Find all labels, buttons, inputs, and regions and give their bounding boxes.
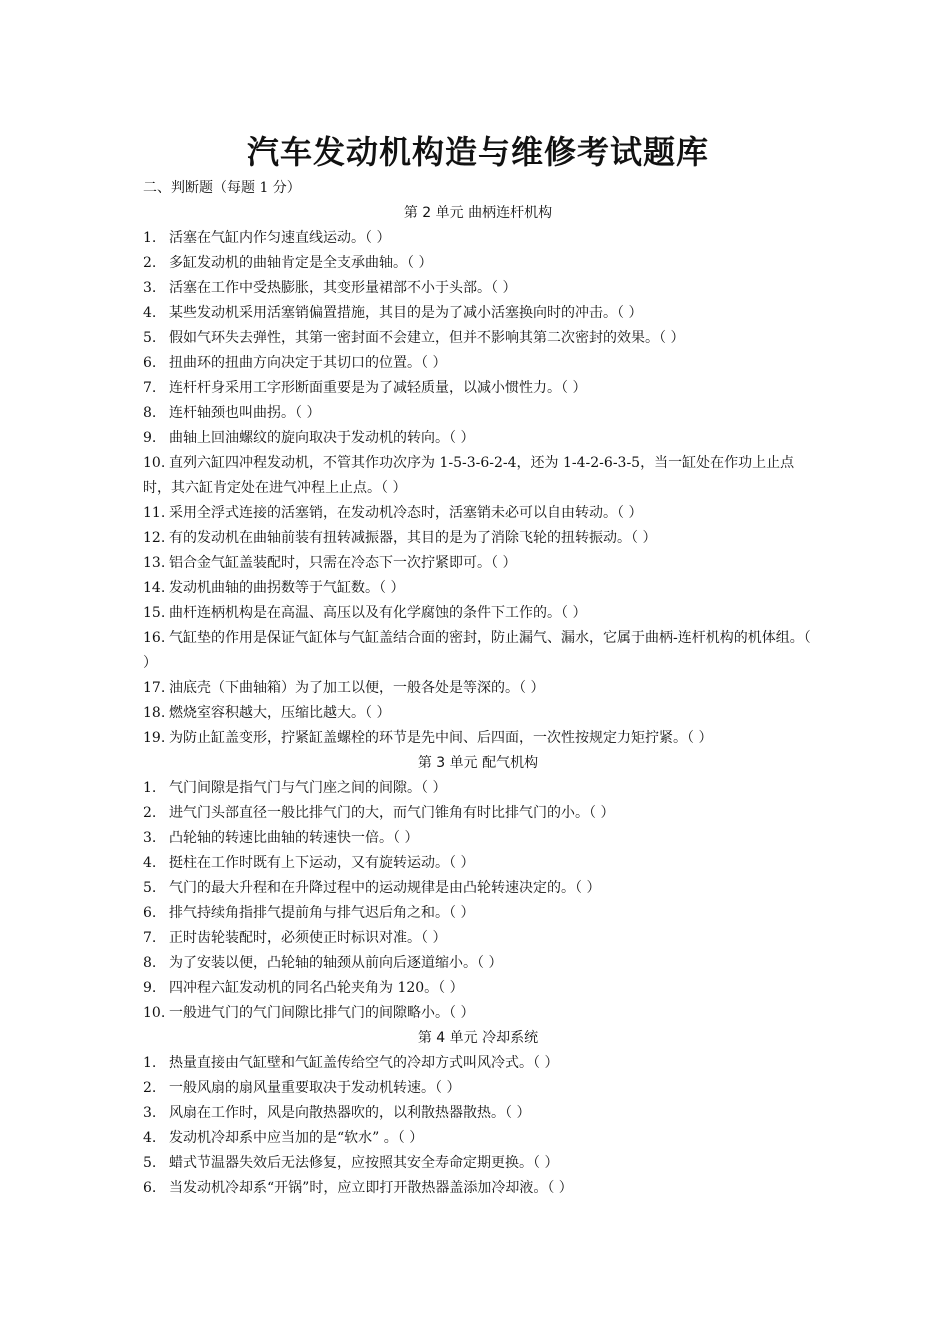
question-list — [143, 226, 813, 751]
question-item — [143, 401, 813, 426]
question-item — [143, 1176, 813, 1201]
question-text: 一般进气门的气门间隙比排气门的间隙略小。（ ） — [169, 1005, 475, 1021]
question-number: 18. — [143, 705, 166, 721]
question-item — [143, 1151, 813, 1176]
question-item — [143, 1126, 813, 1151]
question-text: 多缸发动机的曲轴肯定是全支承曲轴。（ ） — [169, 255, 433, 271]
question-item — [143, 726, 813, 751]
question-item — [143, 526, 813, 551]
question-item — [143, 1001, 813, 1026]
question-text: 气门间隙是指气门与气门座之间的间隙。（ ） — [169, 780, 447, 796]
unit-heading: 第 2 单元 曲柄连杆机构 — [403, 205, 553, 221]
question-text: 排气持续角指排气提前角与排气迟后角之和。（ ） — [169, 905, 475, 921]
question-item — [143, 251, 813, 276]
question-text: 活塞在工作中受热膨胀，其变形量裙部不小于头部。（ ） — [169, 280, 517, 296]
question-item — [143, 276, 813, 301]
question-number: 7. — [143, 380, 157, 396]
question-text: 直列六缸四冲程发动机，不管其作功次序为 1-5-3-6-2-4，还为 1-4-2-6-3-5，当一缸处在作功上止点时，其六缸肯定处在进气冲程上止点。（ ） — [143, 455, 795, 496]
document-page — [143, 128, 813, 1201]
question-item — [143, 226, 813, 251]
question-number: 3. — [143, 830, 157, 846]
question-item — [143, 1051, 813, 1076]
question-number: 13. — [143, 555, 166, 571]
question-text: 气缸垫的作用是保证气缸体与气缸盖结合面的密封，防止漏气、漏水，它属于曲柄-连杆机构的机体组。（ ） — [143, 630, 811, 671]
question-item — [143, 876, 813, 901]
question-text: 气门的最大升程和在升降过程中的运动规律是由凸轮转速决定的。（ ） — [169, 880, 601, 896]
question-item — [143, 626, 813, 676]
question-item — [143, 551, 813, 576]
question-number: 11. — [143, 505, 166, 521]
question-number: 9. — [143, 430, 157, 446]
question-item — [143, 426, 813, 451]
question-item — [143, 676, 813, 701]
question-number: 7. — [143, 930, 157, 946]
question-text: 燃烧室容积越大，压缩比越大。（ ） — [169, 705, 391, 721]
question-text: 油底壳（下曲轴箱）为了加工以便，一般各处是等深的。（ ） — [169, 680, 545, 696]
question-number: 2. — [143, 805, 157, 821]
question-text: 连杆杆身采用工字形断面重要是为了减轻质量，以减小惯性力。（ ） — [169, 380, 587, 396]
question-text: 挺柱在工作时既有上下运动，又有旋转运动。（ ） — [169, 855, 475, 871]
unit-3 — [143, 751, 813, 1026]
question-number: 2. — [143, 1080, 157, 1096]
question-text: 曲杆连柄机构是在高温、高压以及有化学腐蚀的条件下工作的。（ ） — [169, 605, 587, 621]
question-number: 6. — [143, 1180, 157, 1196]
question-item — [143, 701, 813, 726]
question-number: 14. — [143, 580, 166, 596]
question-number: 4. — [143, 305, 157, 321]
question-number: 10. — [143, 455, 166, 471]
question-text: 铝合金气缸盖装配时，只需在冷态下一次拧紧即可。（ ） — [169, 555, 517, 571]
question-number: 15. — [143, 605, 166, 621]
question-number: 6. — [143, 355, 157, 371]
question-text: 扭曲环的扭曲方向决定于其切口的位置。（ ） — [169, 355, 447, 371]
question-text: 凸轮轴的转速比曲轴的转速快一倍。（ ） — [169, 830, 419, 846]
question-item — [143, 451, 813, 501]
question-number: 1. — [143, 1055, 157, 1071]
question-number: 8. — [143, 405, 157, 421]
question-text: 发动机冷却系中应当加的是“软水” 。（ ） — [169, 1130, 424, 1146]
question-number: 5. — [143, 330, 157, 346]
question-text: 有的发动机在曲轴前装有扭转减振器，其目的是为了消除飞轮的扭转振动。（ ） — [169, 530, 657, 546]
question-number: 4. — [143, 855, 157, 871]
question-text: 蜡式节温器失效后无法修复，应按照其安全寿命定期更换。（ ） — [169, 1155, 559, 1171]
question-text: 进气门头部直径一般比排气门的大，而气门锥角有时比排气门的小。（ ） — [169, 805, 615, 821]
question-item — [143, 1101, 813, 1126]
question-number: 6. — [143, 905, 157, 921]
question-item — [143, 851, 813, 876]
question-text: 当发动机冷却系“开锅”时，应立即打开散热器盖添加冷却液。（ ） — [169, 1180, 573, 1196]
question-text: 为防止缸盖变形，拧紧缸盖螺栓的环节是先中间、后四面，一次性按规定力矩拧紧。（ ） — [169, 730, 713, 746]
question-text: 活塞在气缸内作匀速直线运动。（ ） — [169, 230, 391, 246]
question-text: 一般风扇的扇风量重要取决于发动机转速。（ ） — [169, 1080, 461, 1096]
question-item — [143, 901, 813, 926]
question-number: 9. — [143, 980, 157, 996]
question-text: 正时齿轮装配时，必须使正时标识对准。（ ） — [169, 930, 447, 946]
question-number: 4. — [143, 1130, 157, 1146]
question-item — [143, 326, 813, 351]
question-text: 为了安装以便，凸轮轴的轴颈从前向后逐道缩小。（ ） — [169, 955, 503, 971]
question-item — [143, 826, 813, 851]
unit-heading: 第 4 单元 冷却系统 — [417, 1030, 539, 1046]
question-text: 采用全浮式连接的活塞销，在发动机冷态时，活塞销未必可以自由转动。（ ） — [169, 505, 643, 521]
question-number: 1. — [143, 780, 157, 796]
question-number: 16. — [143, 630, 166, 646]
section-label: 二、判断题（每题 1 分） — [143, 180, 301, 196]
question-item — [143, 1076, 813, 1101]
question-number: 10. — [143, 1005, 166, 1021]
question-item — [143, 376, 813, 401]
question-number: 12. — [143, 530, 166, 546]
document-title: 汽车发动机构造与维修考试题库 — [246, 133, 709, 171]
question-item — [143, 926, 813, 951]
question-item — [143, 976, 813, 1001]
question-text: 假如气环失去弹性，其第一密封面不会建立，但并不影响其第二次密封的效果。（ ） — [169, 330, 685, 346]
question-number: 2. — [143, 255, 157, 271]
question-text: 发动机曲轴的曲拐数等于气缸数。（ ） — [169, 580, 405, 596]
question-number: 5. — [143, 880, 157, 896]
unit-heading: 第 3 单元 配气机构 — [417, 755, 539, 771]
question-text: 四冲程六缸发动机的同名凸轮夹角为 120。（ ） — [169, 980, 464, 996]
question-item — [143, 576, 813, 601]
question-text: 某些发动机采用活塞销偏置措施，其目的是为了减小活塞换向时的冲击。（ ） — [169, 305, 643, 321]
question-item — [143, 951, 813, 976]
question-item — [143, 601, 813, 626]
question-text: 连杆轴颈也叫曲拐。（ ） — [169, 405, 321, 421]
question-number: 3. — [143, 1105, 157, 1121]
question-text: 热量直接由气缸壁和气缸盖传给空气的冷却方式叫风冷式。（ ） — [169, 1055, 559, 1071]
question-item — [143, 301, 813, 326]
question-list — [143, 1051, 813, 1201]
question-item — [143, 501, 813, 526]
question-number: 8. — [143, 955, 157, 971]
question-number: 1. — [143, 230, 157, 246]
question-number: 5. — [143, 1155, 157, 1171]
unit-4 — [143, 1026, 813, 1201]
question-number: 3. — [143, 280, 157, 296]
question-text: 曲轴上回油螺纹的旋向取决于发动机的转向。（ ） — [169, 430, 475, 446]
question-item — [143, 351, 813, 376]
question-list — [143, 776, 813, 1026]
question-text: 风扇在工作时，风是向散热器吹的，以利散热器散热。（ ） — [169, 1105, 531, 1121]
question-number: 17. — [143, 680, 166, 696]
question-item — [143, 776, 813, 801]
question-number: 19. — [143, 730, 166, 746]
unit-2 — [143, 201, 813, 751]
question-item — [143, 801, 813, 826]
